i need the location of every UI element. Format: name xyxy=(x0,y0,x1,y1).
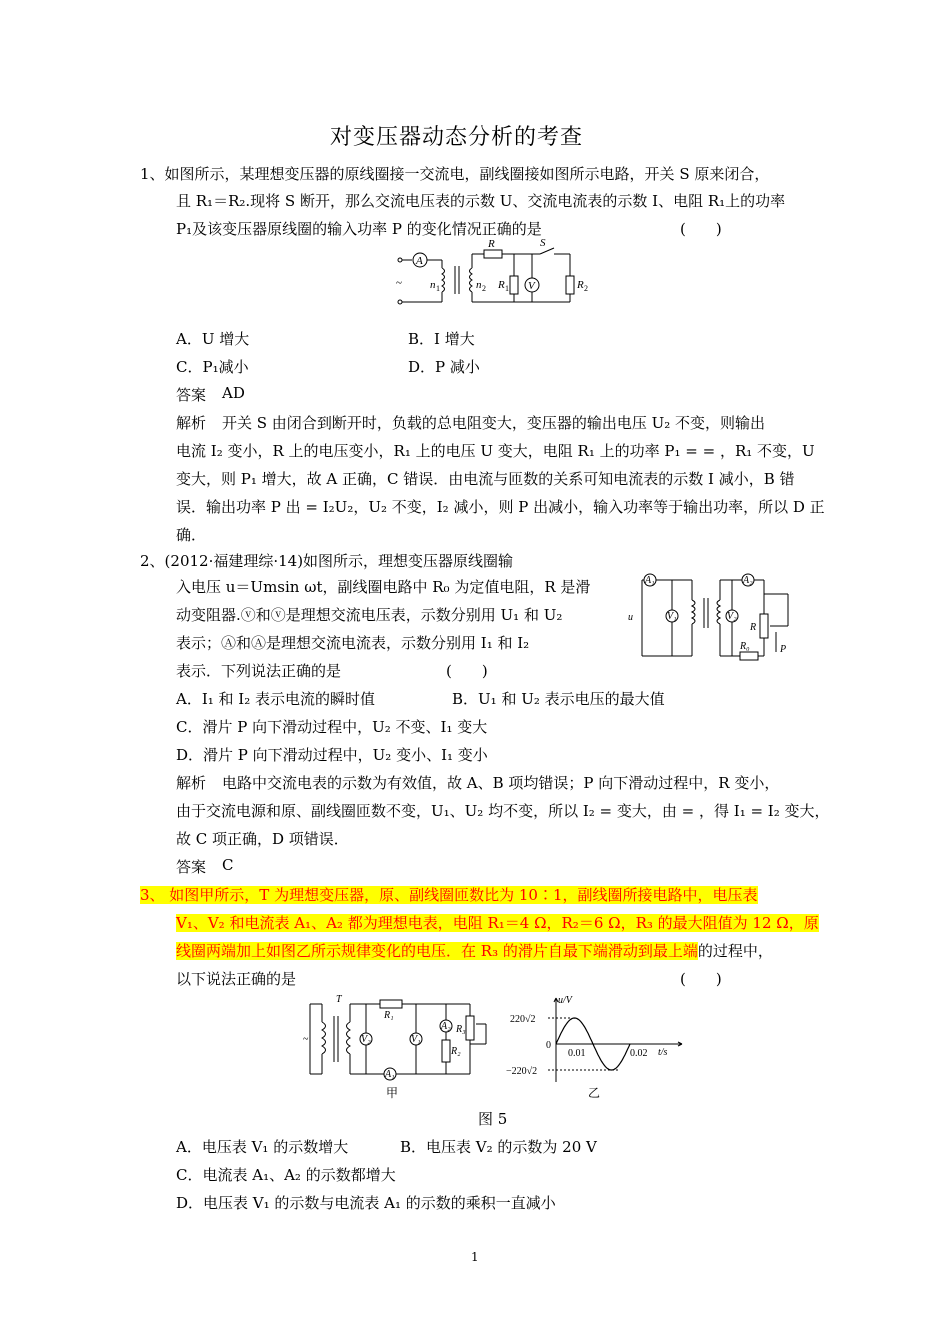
svg-text:T: T xyxy=(336,994,342,1005)
q2-line4: 表示；Ⓐ和Ⓐ是理想交流电流表，示数分别用 I₁ 和 I₂ xyxy=(176,634,530,652)
svg-text:n: n xyxy=(430,279,436,291)
svg-text:220√2: 220√2 xyxy=(510,1014,536,1025)
q2-analysis-1: 电路中交流电表的示数为有效值，故 A、B 项均错误；P 向下滑动过程中，R 变小， xyxy=(222,774,780,792)
q2-circuit-figure xyxy=(628,570,808,662)
svg-text:乙: 乙 xyxy=(588,1086,601,1100)
svg-text:R: R xyxy=(577,279,584,291)
q1-option-b: B．I 增大 xyxy=(408,330,475,348)
q1-circuit-figure xyxy=(392,237,592,312)
q3-voltmeter2-icon: V₂ xyxy=(361,1034,371,1045)
q2-ammeter2-icon: A₂ xyxy=(743,575,753,586)
q3-voltmeter1-icon: V₁ xyxy=(411,1034,421,1045)
q2-voltmeter2-icon: V₂ xyxy=(727,611,737,622)
q3-line4: 以下说法正确的是 xyxy=(176,970,297,988)
svg-text:S: S xyxy=(540,237,546,249)
q2-ammeter1-icon: A₁ xyxy=(645,575,655,586)
q1-option-a: A．U 增大 xyxy=(176,330,250,348)
svg-text:R: R xyxy=(750,622,757,633)
svg-text:~: ~ xyxy=(303,1034,309,1045)
q1-line2: 且 R₁＝R₂.现将 S 断开，那么交流电压表的示数 U、交流电流表的示数 I、电阻 R₁上的功率 xyxy=(176,192,786,210)
q1-answer: AD xyxy=(222,384,245,402)
q2-voltmeter1-icon: V₁ xyxy=(667,611,677,622)
q2-analysis-label: 解析 xyxy=(176,774,207,792)
q2-option-d: D．滑片 P 向下滑动过程中，U₂ 变小、I₁ 变小 xyxy=(176,746,488,764)
q3-voltage-graph-yi xyxy=(506,994,686,1100)
q1-analysis-5: 确． xyxy=(176,526,207,544)
q3-circuit-jia xyxy=(300,994,500,1100)
svg-text:−220√2: −220√2 xyxy=(506,1066,538,1077)
q2-line2: 入电压 u＝Umsin ωt，副线圈电路中 R₀ 为定值电阻，R 是滑 xyxy=(176,578,591,596)
q3-line1: 3、 如图甲所示，T 为理想变压器，原、副线圈匝数比为 10∶1，副线圈所接电路中，电压表 xyxy=(140,886,758,904)
q1-analysis-3: 变大，则 P₁ 增大，故 A 正确，C 错误．由电流与匝数的关系可知电流表的示数 I 减小，B 错 xyxy=(176,470,795,488)
svg-text:2: 2 xyxy=(482,284,486,293)
svg-text:甲: 甲 xyxy=(386,1086,399,1100)
q1-analysis-1: 开关 S 由闭合到断开时，负载的总电阻变大，变压器的输出电压 U₂ 不变，则输出 xyxy=(222,414,766,432)
svg-text:1: 1 xyxy=(505,284,509,293)
svg-text:R₂: R₂ xyxy=(451,1046,461,1057)
q2-answer: C xyxy=(222,856,234,874)
q3-line2: V₁、V₂ 和电流表 A₁、A₂ 都为理想电表，电阻 R₁＝4 Ω，R₂＝6 Ω，R₃ 的最大阻值为 12 Ω，原 xyxy=(176,914,819,932)
svg-text:R₃: R₃ xyxy=(456,1024,466,1035)
svg-text:R₁: R₁ xyxy=(384,1010,394,1021)
svg-text:1: 1 xyxy=(436,284,440,293)
q3-option-b: B．电压表 V₂ 的示数为 20 V xyxy=(400,1138,597,1156)
q1-option-d: D．P 减小 xyxy=(408,358,480,376)
svg-text:0.02: 0.02 xyxy=(630,1048,648,1059)
q3-option-c: C．电流表 A₁、A₂ 的示数都增大 xyxy=(176,1166,396,1184)
q3-paren: ( ) xyxy=(680,970,722,988)
svg-text:0: 0 xyxy=(546,1040,551,1051)
q3-option-a: A．电压表 V₁ 的示数增大 xyxy=(176,1138,349,1156)
q1-paren: ( ) xyxy=(680,220,722,238)
q2-option-b: B．U₁ 和 U₂ 表示电压的最大值 xyxy=(452,690,665,708)
svg-text:t/s: t/s xyxy=(658,1047,668,1058)
page-number: 1 xyxy=(471,1250,479,1264)
page-title: 对变压器动态分析的考查 xyxy=(330,125,584,150)
q1-line3: P₁及该变压器原线圈的输入功率 P 的变化情况正确的是 xyxy=(176,220,542,238)
q1-line1: 1、如图所示，某理想变压器的原线圈接一交流电，副线圈接如图所示电路，开关 S 原来闭合， xyxy=(140,165,770,183)
svg-text:u: u xyxy=(628,612,633,623)
q3-ammeter2-icon: A₂ xyxy=(441,1021,451,1032)
q3-line3: 线圈两端加上如图乙所示规律变化的电压．在 R₃ 的滑片自最下端滑动到最上端 xyxy=(176,942,698,960)
q2-analysis-2: 由于交流电源和原、副线圈匝数不变，U₁、U₂ 均不变，所以 I₂ = 变大，由 = ，得 I₁ = I₂ 变大， xyxy=(176,802,830,820)
svg-text:R: R xyxy=(488,238,495,250)
q3-line3-tail: 的过程中， xyxy=(697,942,773,960)
q2-line3: 动变阻器.ⓥ和ⓥ是理想交流电压表，示数分别用 U₁ 和 U₂ xyxy=(176,606,563,624)
q2-option-a: A．I₁ 和 I₂ 表示电流的瞬时值 xyxy=(176,690,376,708)
q2-line1: 2、(2012·福建理综·14)如图所示，理想变压器原线圈输 xyxy=(140,552,514,570)
q1-ammeter-icon: A xyxy=(416,255,423,267)
svg-text:P: P xyxy=(780,644,787,655)
q3-figure-caption: 图 5 xyxy=(478,1110,508,1128)
q1-analysis-4: 误．输出功率 P 出 = I₂U₂，U₂ 不变，I₂ 减小，则 P 出减小，输入功率等于输出功率，所以 D 正 xyxy=(176,498,825,516)
svg-text:u/V: u/V xyxy=(558,995,572,1006)
svg-text:~: ~ xyxy=(396,277,402,289)
q2-answer-label: 答案 xyxy=(176,858,207,876)
q1-answer-label: 答案 xyxy=(176,386,207,404)
q1-analysis-label: 解析 xyxy=(176,414,207,432)
svg-text:R₀: R₀ xyxy=(740,641,750,652)
q1-voltmeter-icon: V xyxy=(528,280,535,292)
q2-option-c: C．滑片 P 向下滑动过程中，U₂ 不变、I₁ 变大 xyxy=(176,718,488,736)
q1-option-c: C．P₁减小 xyxy=(176,358,249,376)
svg-text:0.01: 0.01 xyxy=(568,1048,586,1059)
svg-text:2: 2 xyxy=(584,284,588,293)
q1-analysis-2: 电流 I₂ 变小，R 上的电压变小，R₁ 上的电压 U 变大，电阻 R₁ 上的功率 P₁ = = ，R₁ 不变，U xyxy=(176,442,815,460)
q3-option-d: D．电压表 V₁ 的示数与电流表 A₁ 的示数的乘积一直减小 xyxy=(176,1194,556,1212)
q2-line5: 表示．下列说法正确的是 xyxy=(176,662,342,680)
q2-analysis-3: 故 C 项正确，D 项错误． xyxy=(176,830,349,848)
q2-paren: ( ) xyxy=(446,662,488,680)
q3-ammeter1-icon: A₁ xyxy=(385,1069,395,1080)
svg-text:R: R xyxy=(498,279,505,291)
svg-text:n: n xyxy=(476,279,482,291)
